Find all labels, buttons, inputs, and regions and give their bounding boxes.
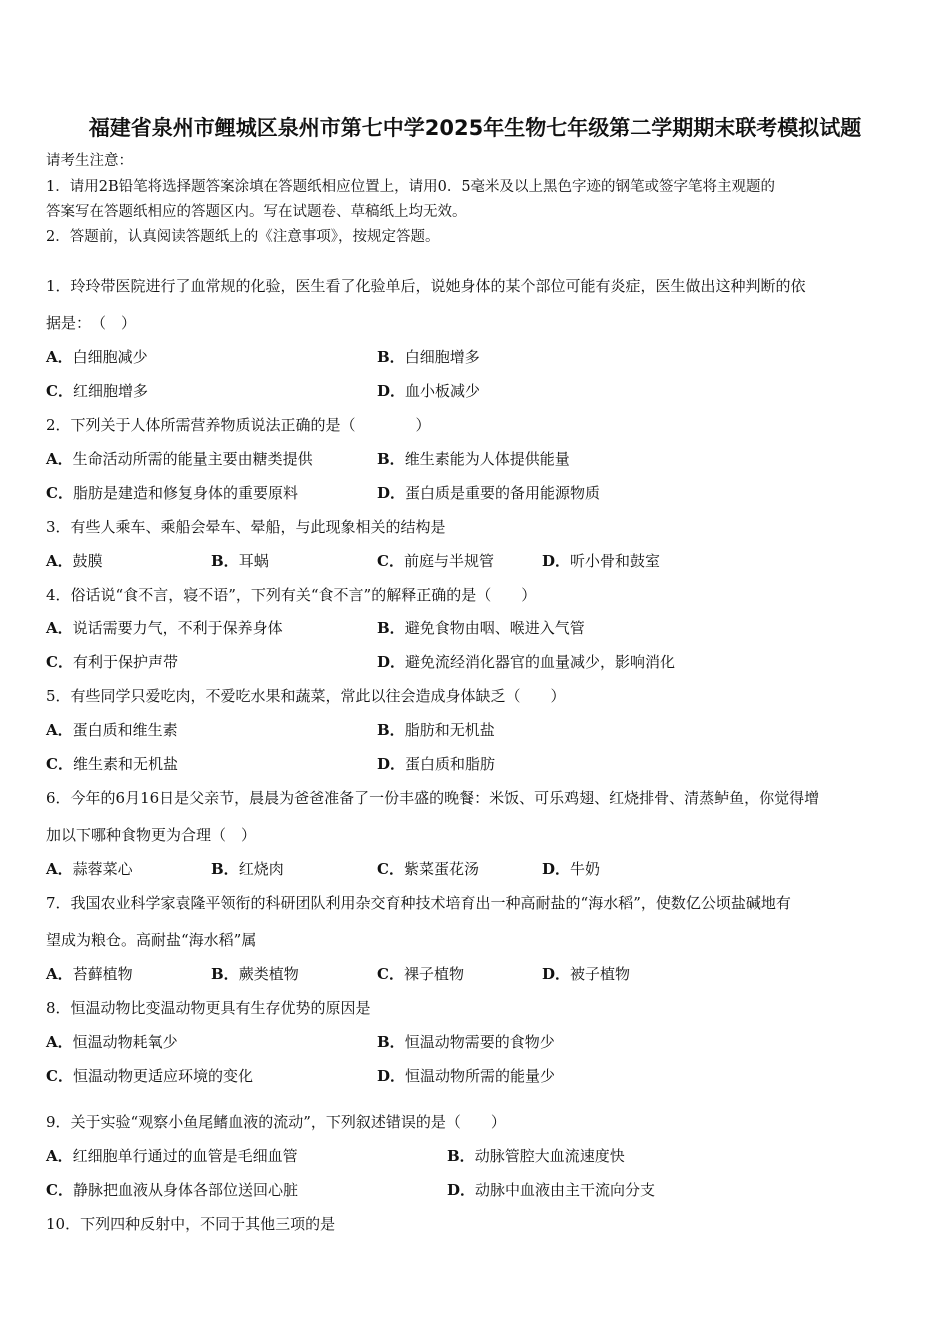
option-text: 前庭与半规管 (403, 552, 494, 570)
option-text: 维生素能为人体提供能量 (404, 450, 570, 468)
option-text: 听小骨和鼓室 (570, 552, 661, 570)
option-label: B． (377, 1033, 405, 1051)
question-9-option-a (46, 1146, 298, 1166)
question-5-option-a (46, 720, 178, 740)
question-1-option-d (377, 381, 480, 401)
question-6-stem-line-2: 加以下哪种食物更为合理（ ） (46, 826, 257, 844)
option-text: 生命活动所需的能量主要由糖类提供 (72, 450, 313, 468)
option-text: 白细胞减少 (72, 348, 148, 366)
option-label: C． (46, 1067, 73, 1085)
option-text: 红细胞单行通过的血管是毛细血管 (72, 1147, 298, 1165)
option-label: C． (46, 653, 73, 671)
option-label: C． (377, 860, 404, 878)
option-label: B． (377, 348, 405, 366)
page-title: 福建省泉州市鲤城区泉州市第七中学2025年生物七年级第二学期期末联考模拟试题 (88, 116, 862, 140)
question-9-option-b (447, 1146, 625, 1166)
option-label: C． (46, 382, 73, 400)
option-text: 脂肪是建造和修复身体的重要原料 (72, 484, 298, 502)
question-8-stem: 8．恒温动物比变温动物更具有生存优势的原因是 (46, 999, 371, 1017)
option-label: B． (211, 552, 239, 570)
option-text: 红烧肉 (238, 860, 284, 878)
option-label: A． (46, 348, 73, 366)
question-7-option-a (46, 964, 133, 984)
option-text: 苔藓植物 (72, 965, 133, 983)
option-text: 蛋白质和维生素 (72, 721, 178, 739)
option-text: 紫菜蛋花汤 (403, 860, 479, 878)
question-1-stem-line-2: 据是： （ ） (46, 314, 137, 332)
option-text: 恒温动物更适应环境的变化 (72, 1067, 253, 1085)
option-text: 红细胞增多 (72, 382, 148, 400)
option-label: D． (377, 1067, 406, 1085)
question-7-option-b (211, 964, 299, 984)
question-1-option-c (46, 381, 148, 401)
question-2-option-a (46, 449, 313, 469)
question-9-option-c (46, 1180, 298, 1200)
question-2-option-b (377, 449, 570, 469)
option-label: C． (46, 1181, 73, 1199)
option-label: D． (377, 382, 406, 400)
option-label: D． (542, 965, 571, 983)
notice-heading: 请考生注意： (46, 153, 133, 169)
option-text: 恒温动物耗氧少 (72, 1033, 178, 1051)
option-text: 动脉中血液由主干流向分支 (475, 1181, 656, 1199)
option-text: 避免食物由咽、喉进入气管 (404, 619, 585, 637)
option-label: A． (46, 450, 73, 468)
question-6-option-d (542, 859, 600, 879)
option-label: B． (211, 860, 239, 878)
option-label: B． (211, 965, 239, 983)
option-label: B． (377, 619, 405, 637)
question-7-option-d (542, 964, 630, 984)
option-text: 被子植物 (570, 965, 631, 983)
option-label: A． (46, 1147, 73, 1165)
option-label: C． (46, 755, 73, 773)
option-label: A． (46, 552, 73, 570)
question-5-option-c (46, 754, 178, 774)
question-8-option-a (46, 1032, 178, 1052)
question-3-option-c (377, 551, 494, 571)
question-4-stem: 4．俗话说“食不言，寝不语”，下列有关“食不言”的解释正确的是（ ） (46, 586, 537, 604)
option-label: D． (447, 1181, 476, 1199)
question-8-option-d (377, 1066, 555, 1086)
option-text: 说话需要力气，不利于保养身体 (72, 619, 283, 637)
option-text: 恒温动物需要的食物少 (404, 1033, 555, 1051)
question-7-stem-line-2: 望成为粮仓。高耐盐“海水稻”属 (46, 931, 257, 949)
option-text: 蛋白质和脂肪 (405, 755, 496, 773)
question-10-stem: 10．下列四种反射中，不同于其他三项的是 (46, 1215, 336, 1233)
question-1-stem-line-1: 1．玲玲带医院进行了血常规的化验，医生看了化验单后，说她身体的某个部位可能有炎症，医生做出这种判断的依 (46, 277, 806, 295)
question-8-option-c (46, 1066, 253, 1086)
option-text: 裸子植物 (403, 965, 464, 983)
option-text: 蒜蓉菜心 (72, 860, 133, 878)
question-5-option-d (377, 754, 495, 774)
option-label: A． (46, 619, 73, 637)
option-text: 蕨类植物 (238, 965, 299, 983)
option-text: 恒温动物所需的能量少 (405, 1067, 556, 1085)
option-label: A． (46, 860, 73, 878)
option-text: 避免流经消化器官的血量减少，影响消化 (405, 653, 676, 671)
option-label: A． (46, 965, 73, 983)
question-7-stem-line-1: 7．我国农业科学家袁隆平领衔的科研团队利用杂交育种技术培育出一种高耐盐的“海水稻”，使数亿公顷盐碱地有 (46, 894, 791, 912)
question-2-stem: 2．下列关于人体所需营养物质说法正确的是（ ） (46, 416, 431, 434)
question-6-option-c (377, 859, 479, 879)
question-9-option-d (447, 1180, 655, 1200)
question-8-option-b (377, 1032, 555, 1052)
option-label: B． (447, 1147, 475, 1165)
question-3-stem: 3．有些人乘车、乘船会晕车、晕船，与此现象相关的结构是 (46, 518, 446, 536)
option-label: B． (377, 450, 405, 468)
option-label: D． (377, 755, 406, 773)
question-4-option-c (46, 652, 178, 672)
question-3-option-a (46, 551, 103, 571)
option-label: D． (542, 860, 571, 878)
option-text: 牛奶 (570, 860, 601, 878)
option-label: B． (377, 721, 405, 739)
question-1-option-b (377, 347, 480, 367)
question-6-option-a (46, 859, 133, 879)
option-label: A． (46, 721, 73, 739)
question-4-option-b (377, 618, 585, 638)
question-7-option-c (377, 964, 464, 984)
option-text: 耳蜗 (238, 552, 269, 570)
option-label: D． (377, 653, 406, 671)
notice-item-2: 2．答题前，认真阅读答题纸上的《注意事项》，按规定答题。 (46, 229, 440, 245)
option-label: C． (377, 552, 404, 570)
notice-item-1-line-1: 1．请用2B铅笔将选择题答案涂填在答题纸相应位置上，请用0．5毫米及以上黑色字迹的钢笔或签字笔将主观题的 (46, 179, 776, 195)
option-text: 白细胞增多 (404, 348, 480, 366)
option-text: 有利于保护声带 (72, 653, 178, 671)
option-text: 鼓膜 (72, 552, 103, 570)
option-text: 维生素和无机盐 (72, 755, 178, 773)
question-4-option-a (46, 618, 283, 638)
question-2-option-d (377, 483, 600, 503)
option-text: 蛋白质是重要的备用能源物质 (405, 484, 601, 502)
question-3-option-d (542, 551, 660, 571)
question-6-option-b (211, 859, 284, 879)
option-text: 血小板减少 (405, 382, 481, 400)
option-label: C． (46, 484, 73, 502)
option-text: 脂肪和无机盐 (404, 721, 495, 739)
option-text: 动脉管腔大血流速度快 (474, 1147, 625, 1165)
option-label: D． (542, 552, 571, 570)
notice-item-1-line-2: 答案写在答题纸相应的答题区内。写在试题卷、草稿纸上均无效。 (46, 204, 467, 220)
option-label: A． (46, 1033, 73, 1051)
option-text: 静脉把血液从身体各部位送回心脏 (72, 1181, 298, 1199)
option-label: C． (377, 965, 404, 983)
question-9-stem: 9．关于实验“观察小鱼尾鳍血液的流动”，下列叙述错误的是（ ） (46, 1113, 506, 1131)
question-4-option-d (377, 652, 675, 672)
question-2-option-c (46, 483, 298, 503)
question-3-option-b (211, 551, 269, 571)
question-6-stem-line-1: 6．今年的6月16日是父亲节，晨晨为爸爸准备了一份丰盛的晚餐：米饭、可乐鸡翅、红烧排骨、清蒸鲈鱼，你觉得增 (46, 789, 820, 807)
option-label: D． (377, 484, 406, 502)
question-5-stem: 5．有些同学只爱吃肉，不爱吃水果和蔬菜，常此以往会造成身体缺乏（ ） (46, 687, 566, 705)
question-1-option-a (46, 347, 148, 367)
question-5-option-b (377, 720, 495, 740)
